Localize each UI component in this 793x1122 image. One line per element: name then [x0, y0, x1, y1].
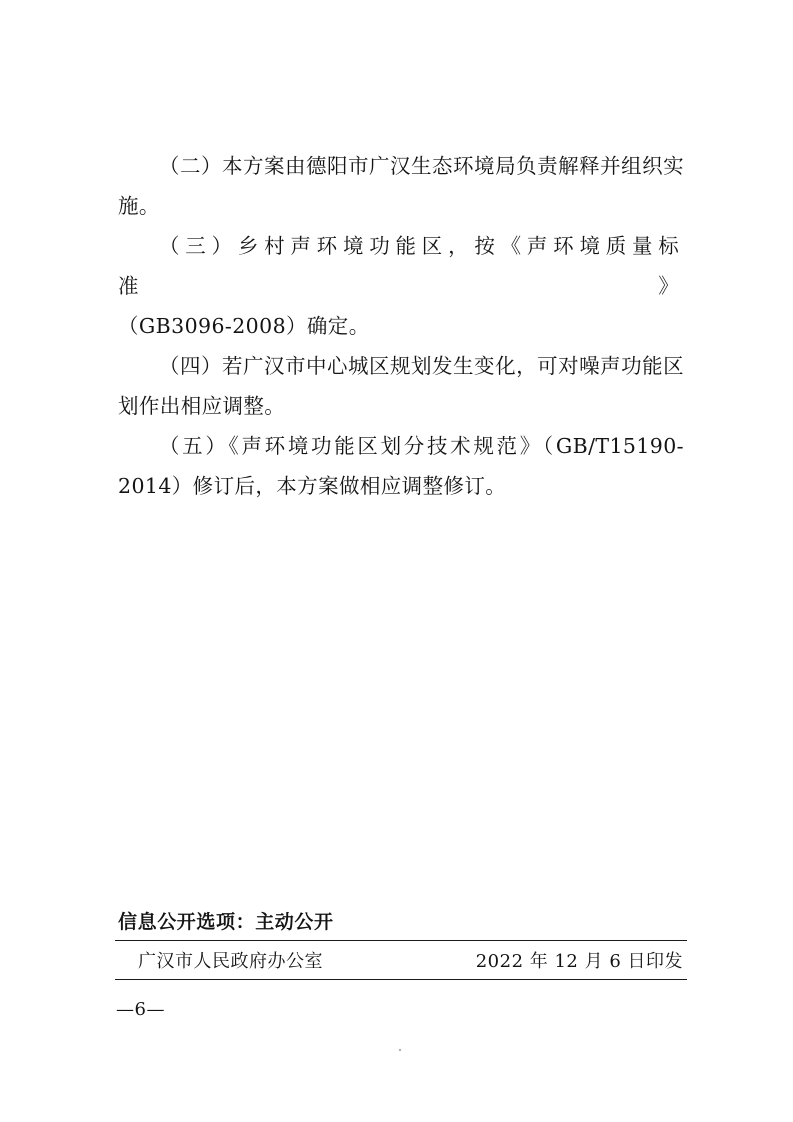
clause-three-line-1: （三）乡村声环境功能区，按《声环境质量标准》	[118, 234, 684, 298]
scan-speck	[399, 1049, 401, 1051]
footer-bottom-rule	[115, 979, 687, 980]
issuing-office: 广汉市人民政府办公室	[138, 951, 323, 972]
clause-two: （二）本方案由德阳市广汉生态环境局负责解释并组织实施。	[118, 154, 684, 218]
footer-top-rule	[115, 940, 687, 941]
issue-date: 2022 年 12 月 6 日印发	[475, 951, 683, 972]
clause-five: （五）《声环境功能区划分技术规范》（GB/T15190-2014）修订后，本方案做相应调整修订。	[118, 434, 684, 498]
page-number: —6—	[116, 999, 165, 1020]
clause-three-line-2: （GB3096-2008）确定。	[118, 314, 370, 338]
disclosure-option: 信息公开选项：主动公开	[118, 911, 334, 933]
document-body	[118, 146, 684, 506]
clause-four: （四）若广汉市中心城区规划发生变化，可对噪声功能区划作出相应调整。	[118, 354, 684, 418]
